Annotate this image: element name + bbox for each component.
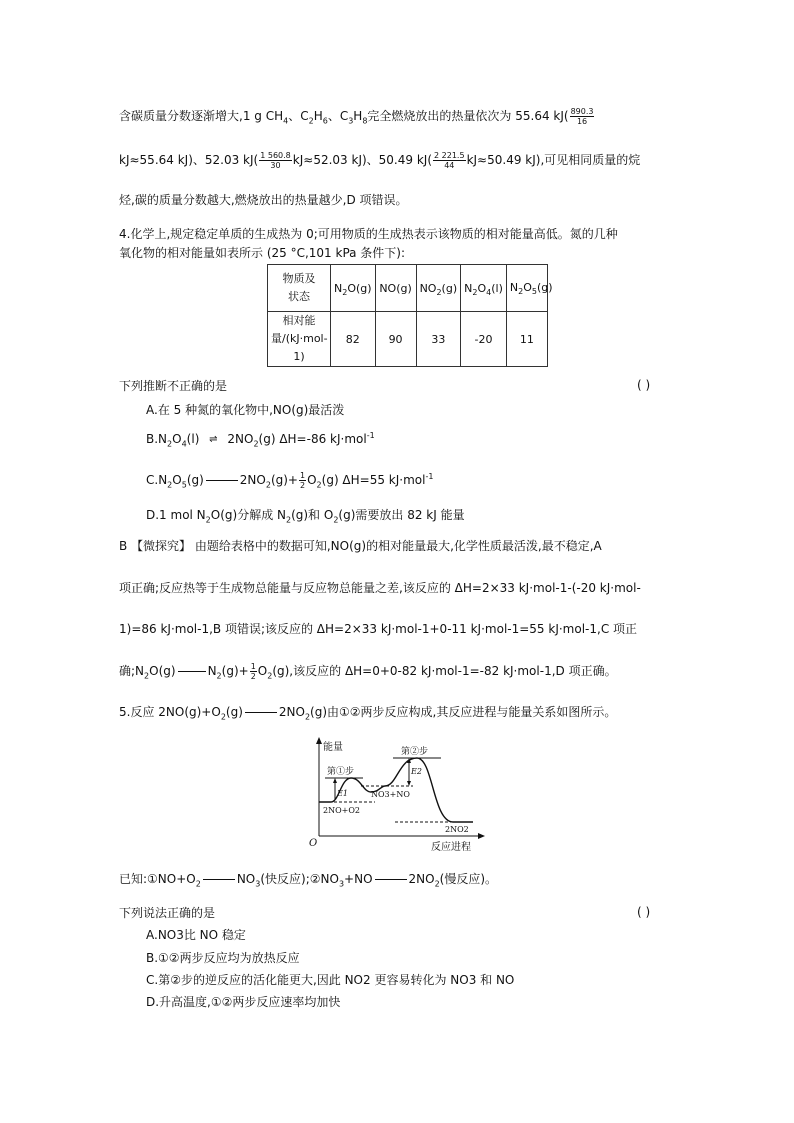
e1-arrowhead-icon xyxy=(333,778,337,783)
q5-option-b: B.①②两步反应均为放热反应 xyxy=(146,951,300,965)
q4-option-b: $B.N_2O_4(l)$ ⇌ $2NO_2(g)$ ΔH=-86 kJ·mol$^{-1}$ xyxy=(146,431,375,449)
q5-option-c: C.第②步的逆反应的活化能更大,因此 NO2 更容易转化为 NO3 和 NO xyxy=(146,973,515,987)
x-axis-arrow-icon xyxy=(478,833,485,839)
q4-stem-line-2: 氧化物的相对能量如表所示 (25 °C,101 kPa 条件下): xyxy=(119,246,406,260)
q4-answer-line-4: 确$;N_2O(g)$ $N_2(g)+$ $\frac{1}{2}$ $O_2(g)$,该反应的 ΔH=0+0-82 kJ·mol-1=-82 kJ·mol-1,D 项正确。 xyxy=(119,662,617,681)
equilibrium-arrow-icon: ⇌ xyxy=(209,433,218,445)
fraction-1560: $\frac{1 560.8}{30}$ xyxy=(260,151,291,170)
q4-answer-line-2: 项正确;反应热等于生成物总能量与反应物总能量之差,该反应的 ΔH=2×33 kJ·mol-1-(-20 kJ·mol- xyxy=(119,581,641,595)
e2-arrowhead-bottom-icon xyxy=(407,781,411,786)
step1-label: 第①步 xyxy=(327,767,355,777)
q4-option-a: A.在 5 种氮的氧化物中,NO(g)最活泼 xyxy=(146,403,345,417)
e2-label: E2 xyxy=(411,767,422,776)
table-header-n2o4: $N_2O_4(l)$ xyxy=(461,265,507,312)
e1-label: E1 xyxy=(337,789,348,798)
table-cell: 90 xyxy=(375,312,416,367)
step2-label: 第②步 xyxy=(401,747,429,757)
reaction-arrow-icon xyxy=(206,480,238,481)
explanation-line-2: kJ≈55.64 kJ)、52.03 kJ( $\frac{1 560.8}{30}$ kJ≈52.03 kJ)、50.49 kJ( $\frac{2 221.5}{44}$ kJ≈50.49 kJ),可见相同质量的烷 xyxy=(119,151,641,170)
q5-known: 已知$:①NO+O_2$ $NO_3$(快反应)$;②NO_3+NO$ $2NO_2$(慢反应)。 xyxy=(119,872,498,889)
energy-profile-diagram xyxy=(305,734,495,854)
fraction-half: $\frac{1}{2}$ xyxy=(250,662,256,681)
fraction-890: $\frac{890.3}{16}$ xyxy=(570,107,594,126)
table-cell: -20 xyxy=(461,312,507,367)
energy-table xyxy=(267,264,553,367)
table-header-n2o5: $N_2O_5(g)$ xyxy=(506,265,547,312)
origin-label: O xyxy=(309,838,318,849)
table-cell: 11 xyxy=(506,312,547,367)
table-row-label: 相对能量/(kJ·mol-1) xyxy=(268,312,331,367)
q4-answer-line-3: 1)=86 kJ·mol-1,B 项错误;该反应的 ΔH=2×33 kJ·mol-1+0-11 kJ·mol-1=55 kJ·mol-1,C 项正 xyxy=(119,622,638,636)
fraction-2221: $\frac{2 221.5}{44}$ xyxy=(434,151,465,170)
reaction-arrow-icon xyxy=(245,712,277,713)
q5-option-a: A.NO3比 NO 稳定 xyxy=(146,928,246,942)
table-cell: 82 xyxy=(331,312,376,367)
x-axis-label: 反应进程 xyxy=(431,842,471,853)
q4-option-c: $C.N_2O_5(g)$ $2NO_2(g)+$ $\frac{1}{2}$ $O_2(g)$ ΔH=55 kJ·mol$^{-1}$ xyxy=(146,471,434,490)
q5-answer-blank: ( ) xyxy=(637,905,651,919)
q5-prompt: 下列说法正确的是 xyxy=(119,906,216,920)
reaction-arrow-icon xyxy=(203,879,235,880)
fraction-half: $\frac{1}{2}$ xyxy=(300,471,306,490)
table-cell: 33 xyxy=(416,312,461,367)
table-header-no: NO(g) xyxy=(375,265,416,312)
reactant-label: 2NO+O2 xyxy=(323,806,360,815)
y-axis-arrow-icon xyxy=(316,737,322,744)
intermediate-label: NO3+NO xyxy=(371,790,410,799)
product-label: 2NO2 xyxy=(445,825,469,834)
y-axis-label: 能量 xyxy=(323,742,343,753)
q4-option-d: D.1 mol $N_2O(g)$分解成 $N_2(g)$和 $O_2(g)$需要放出 82 kJ 能量 xyxy=(146,508,465,525)
q4-answer-blank: ( ) xyxy=(637,378,651,392)
q4-answer-line-1: B 【微探究】 由题给表格中的数据可知,NO(g)的相对能量最大,化学性质最活泼,最不稳定,A xyxy=(119,539,602,553)
q4-stem-line-1: 4.化学上,规定稳定单质的生成热为 0;可用物质的生成热表示该物质的相对能量高低。氮的几种 xyxy=(119,227,618,241)
table-header-n2o: $N_2O(g)$ xyxy=(331,265,376,312)
q4-prompt: 下列推断不正确的是 xyxy=(119,379,228,393)
explanation-line-3: 烃,碳的质量分数越大,燃烧放出的热量越少,D 项错误。 xyxy=(119,193,408,207)
reaction-arrow-icon xyxy=(178,671,206,672)
explanation-line-1: 含碳质量分数逐渐增大,1 g $CH_4$、$C_2H_6$、$C_3H_8$完全燃烧放出的热量依次为 55.64 kJ( $\frac{890.3}{16}$ xyxy=(119,107,594,126)
table-header-label: 物质及状态 xyxy=(268,265,331,312)
q5-stem: 5.反应 $2NO(g)+O_2(g)$ $2NO_2(g)$由①②两步反应构成,其反应进程与能量关系如图所示。 xyxy=(119,705,617,722)
q5-option-d: D.升高温度,①②两步反应速率均加快 xyxy=(146,995,341,1009)
table-header-no2: $NO_2(g)$ xyxy=(416,265,461,312)
reaction-arrow-icon xyxy=(375,879,407,880)
